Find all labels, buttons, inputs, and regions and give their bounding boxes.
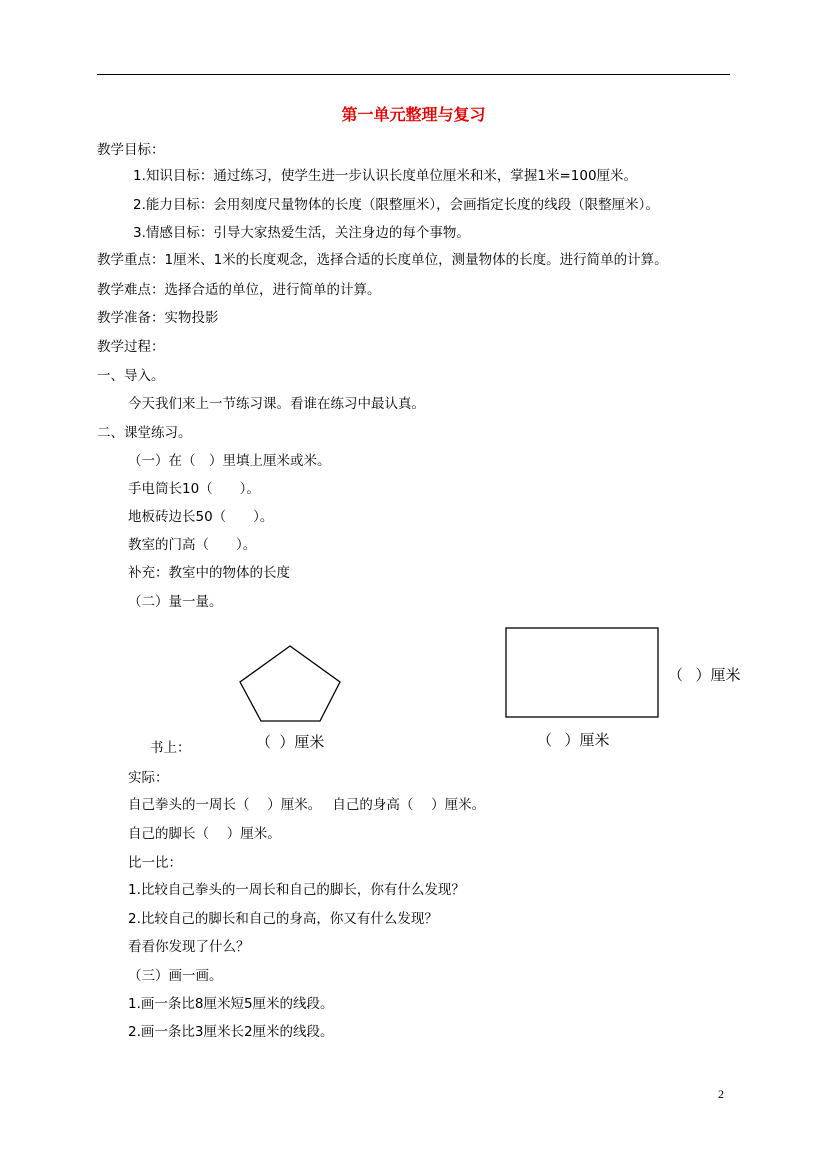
header-rule (97, 74, 730, 75)
line-section-practice: 二、课堂练习。 (97, 425, 192, 441)
line-ability-goal: 2.能力目标：会用刻度尺量物体的长度（限整厘米），会画指定长度的线段（限整厘米）。 (133, 197, 659, 213)
pentagon-measure-label: （ ）厘米 (256, 734, 325, 751)
line-emotion-goal: 3.情感目标：引导大家热爱生活，关注身边的每个事物。 (133, 225, 470, 241)
line-part-one: （一）在（ ）里填上厘米或米。 (128, 453, 331, 469)
line-difficulties: 教学难点：选择合适的单位，进行简单的计算。 (97, 282, 381, 298)
line-section-intro: 一、导入。 (97, 368, 165, 384)
line-draw-two: 2.画一条比3厘米长2厘米的线段。 (128, 1024, 334, 1040)
rectangle-bottom-measure-label: （ ）厘米 (537, 732, 610, 749)
line-door-height: 教室的门高（ ）。 (128, 537, 257, 553)
line-floor-tile: 地板砖边长50（ ）。 (128, 509, 274, 525)
line-flashlight: 手电筒长10（ ）。 (128, 481, 260, 497)
line-knowledge-goal: 1.知识目标：通过练习，使学生进一步认识长度单位厘米和米，掌握1米=100厘米。 (133, 168, 638, 184)
line-process-heading: 教学过程： (97, 339, 165, 355)
line-foot-length: 自己的脚长（ ）厘米。 (128, 826, 281, 842)
line-compare-two: 2.比较自己的脚长和自己的身高，你又有什么发现？ (128, 911, 438, 927)
line-compare-one: 1.比较自己拳头的一周长和自己的脚长，你有什么发现？ (128, 882, 465, 898)
line-intro-text: 今天我们来上一节练习课。看谁在练习中最认真。 (128, 396, 425, 412)
line-part-three: （三）画一画。 (128, 968, 223, 984)
line-actual: 实际： (128, 770, 169, 786)
line-discovery: 看看你发现了什么？ (128, 939, 250, 955)
line-draw-one: 1.画一条比8厘米短5厘米的线段。 (128, 996, 334, 1012)
page-title: 第一单元整理与复习 (341, 105, 486, 124)
line-fist-and-height: 自己拳头的一周长（ ）厘米。 自己的身高（ ）厘米。 (128, 797, 486, 813)
book-label: 书上： (150, 740, 191, 756)
line-key-points: 教学重点：1厘米、1米的长度观念，选择合适的长度单位，测量物体的长度。进行简单的计算。 (97, 252, 668, 268)
line-supplement: 补充：教室中的物体的长度 (128, 565, 290, 581)
page-number: 2 (718, 1087, 724, 1101)
line-preparation: 教学准备：实物投影 (97, 310, 219, 326)
line-compare-heading: 比一比： (128, 855, 182, 871)
line-objectives-heading: 教学目标： (97, 142, 165, 158)
rectangle-side-measure-label: （ ）厘米 (668, 667, 741, 684)
rectangle-shape (506, 628, 658, 717)
line-part-two: （二）量一量。 (128, 594, 223, 610)
